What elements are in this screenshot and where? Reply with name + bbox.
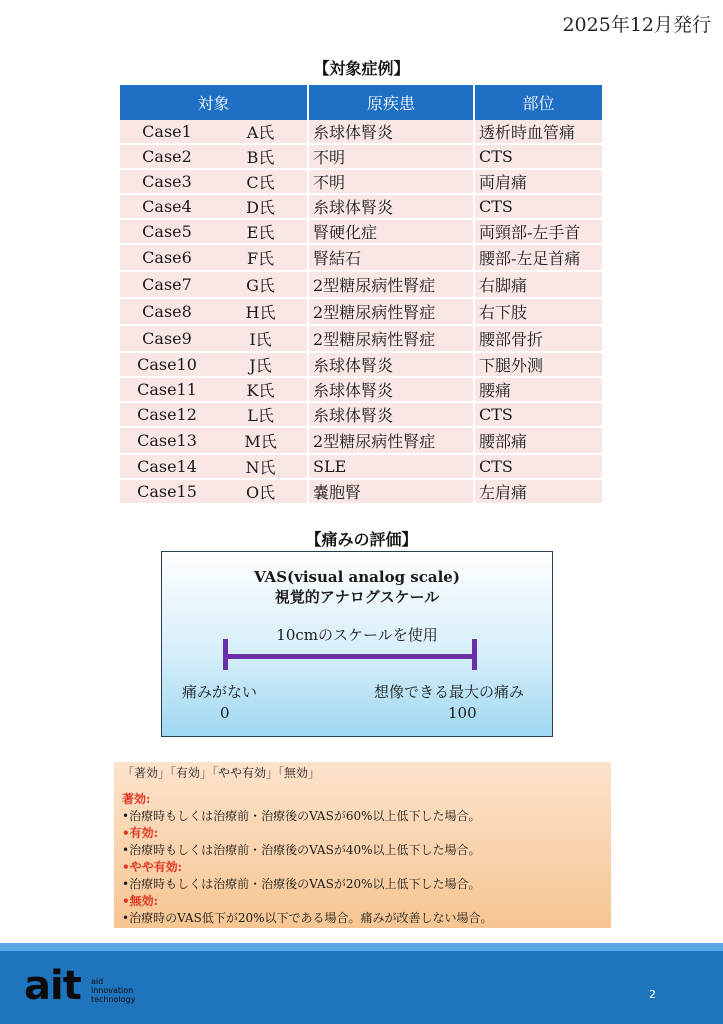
primary-disease: 2型糖尿病性腎症 (308, 427, 474, 454)
patient-name: J氏 (214, 352, 308, 377)
patient-name: O氏 (214, 479, 308, 504)
vas-title (162, 567, 552, 607)
primary-disease: 糸球体腎炎 (308, 194, 474, 219)
patient-name: N氏 (214, 454, 308, 479)
pain-site: 腰部骨折 (474, 325, 602, 352)
table-row (120, 194, 602, 219)
patient-name: D氏 (214, 194, 308, 219)
pain-site: 腰痛 (474, 377, 602, 402)
case-id: Case12 (120, 402, 214, 427)
primary-disease: 糸球体腎炎 (308, 377, 474, 402)
case-id: Case14 (120, 454, 214, 479)
primary-disease: 糸球体腎炎 (308, 120, 474, 144)
primary-disease: 2型糖尿病性腎症 (308, 325, 474, 352)
footer-stripe (0, 943, 723, 951)
patient-name: M氏 (214, 427, 308, 454)
case-id: Case5 (120, 219, 214, 244)
patient-name: H氏 (214, 298, 308, 325)
table-row (120, 298, 602, 325)
header-target: 対象 (120, 85, 308, 120)
pain-site: 透析時血管痛 (474, 120, 602, 144)
criteria-label-effective: •有効: (122, 826, 159, 840)
page-footer (0, 943, 723, 1024)
patient-name: A氏 (214, 120, 308, 144)
table-row (120, 325, 602, 352)
cases-table (120, 85, 602, 505)
table-header-row (120, 85, 602, 120)
case-id: Case9 (120, 325, 214, 352)
table-row (120, 427, 602, 454)
logo-line-innovation: innovation (91, 986, 134, 995)
issue-date: 2025年12月発行 (562, 14, 711, 36)
criteria-text-ineffective: •治療時のVAS低下が20%以下である場合。痛みが改善しない場合。 (122, 911, 493, 925)
table-row (120, 352, 602, 377)
criteria-text-slightly-effective: •治療時もしくは治療前・治療後のVASが20%以上低下した場合。 (122, 877, 481, 891)
pain-site: CTS (474, 454, 602, 479)
patient-name: E氏 (214, 219, 308, 244)
vas-no-pain-label: 痛みがない (182, 683, 258, 701)
pain-section-title: 【痛みの評価】 (305, 530, 418, 549)
vas-scale-line (225, 654, 475, 659)
case-id: Case10 (120, 352, 214, 377)
case-id: Case1 (120, 120, 214, 144)
pain-site: CTS (474, 402, 602, 427)
patient-name: C氏 (214, 169, 308, 194)
vas-max-value: 100 (448, 704, 477, 722)
case-id: Case11 (120, 377, 214, 402)
pain-site: 右脚痛 (474, 271, 602, 298)
case-id: Case13 (120, 427, 214, 454)
logo-line-technology: technology (91, 995, 136, 1004)
criteria-label-slightly-effective: •やや有効: (122, 860, 183, 874)
case-id: Case7 (120, 271, 214, 298)
case-id: Case2 (120, 144, 214, 169)
logo-line-aid: aid (91, 977, 104, 986)
vas-max-pain-label: 想像できる最大の痛み (374, 683, 525, 701)
primary-disease: SLE (308, 454, 474, 479)
primary-disease: 2型糖尿病性腎症 (308, 271, 474, 298)
ait-logo-text (91, 977, 135, 1004)
pain-site: 両肩痛 (474, 169, 602, 194)
vas-min-value: 0 (220, 704, 230, 722)
table-row (120, 402, 602, 427)
cases-section-title: 【対象症例】 (313, 59, 410, 78)
efficacy-criteria-box (114, 762, 611, 928)
patient-name: L氏 (214, 402, 308, 427)
criteria-label-remarkable: 著効: (122, 792, 151, 806)
case-id: Case15 (120, 479, 214, 504)
primary-disease: 不明 (308, 144, 474, 169)
criteria-header: 「著効」「有効」「やや有効」「無効」 (122, 766, 321, 780)
pain-site: 下腿外测 (474, 352, 602, 377)
pain-site: 左肩痛 (474, 479, 602, 504)
criteria-label-ineffective: •無効: (122, 894, 159, 908)
primary-disease: 糸球体腎炎 (308, 352, 474, 377)
pain-site: 腰部痛 (474, 427, 602, 454)
criteria-text-remarkable: •治療時もしくは治療前・治療後のVASが60%以上低下した場合。 (122, 809, 481, 823)
primary-disease: 嚢胞腎 (308, 479, 474, 504)
vas-scale-end-tick (472, 639, 477, 670)
patient-name: I氏 (214, 325, 308, 352)
table-row (120, 377, 602, 402)
table-row (120, 271, 602, 298)
table-row (120, 144, 602, 169)
table-row (120, 479, 602, 504)
case-id: Case4 (120, 194, 214, 219)
patient-name: K氏 (214, 377, 308, 402)
table-row (120, 219, 602, 244)
vas-panel (161, 551, 553, 737)
ait-logo-mark: ait (24, 963, 81, 1009)
primary-disease: 腎結石 (308, 244, 474, 271)
patient-name: G氏 (214, 271, 308, 298)
patient-name: B氏 (214, 144, 308, 169)
primary-disease: 腎硬化症 (308, 219, 474, 244)
pain-site: CTS (474, 144, 602, 169)
primary-disease: 2型糖尿病性腎症 (308, 298, 474, 325)
patient-name: F氏 (214, 244, 308, 271)
table-row (120, 169, 602, 194)
pain-site: 両頸部-左手首 (474, 219, 602, 244)
criteria-text-effective: •治療時もしくは治療前・治療後のVASが40%以上低下した場合。 (122, 843, 481, 857)
header-site: 部位 (474, 85, 602, 120)
vas-scale-description: 10cmのスケールを使用 (276, 626, 438, 644)
table-row (120, 120, 602, 144)
pain-site: CTS (474, 194, 602, 219)
table-row (120, 244, 602, 271)
pain-site: 右下肢 (474, 298, 602, 325)
case-id: Case8 (120, 298, 214, 325)
table-row (120, 454, 602, 479)
pain-site: 腰部-左足首痛 (474, 244, 602, 271)
page-number: 2 (649, 988, 656, 1001)
vas-title-ja: 視覚的アナログスケール (274, 588, 440, 606)
primary-disease: 糸球体腎炎 (308, 402, 474, 427)
case-id: Case3 (120, 169, 214, 194)
primary-disease: 不明 (308, 169, 474, 194)
case-id: Case6 (120, 244, 214, 271)
header-disease: 原疾患 (308, 85, 474, 120)
vas-title-en: VAS(visual analog scale) (254, 568, 460, 586)
